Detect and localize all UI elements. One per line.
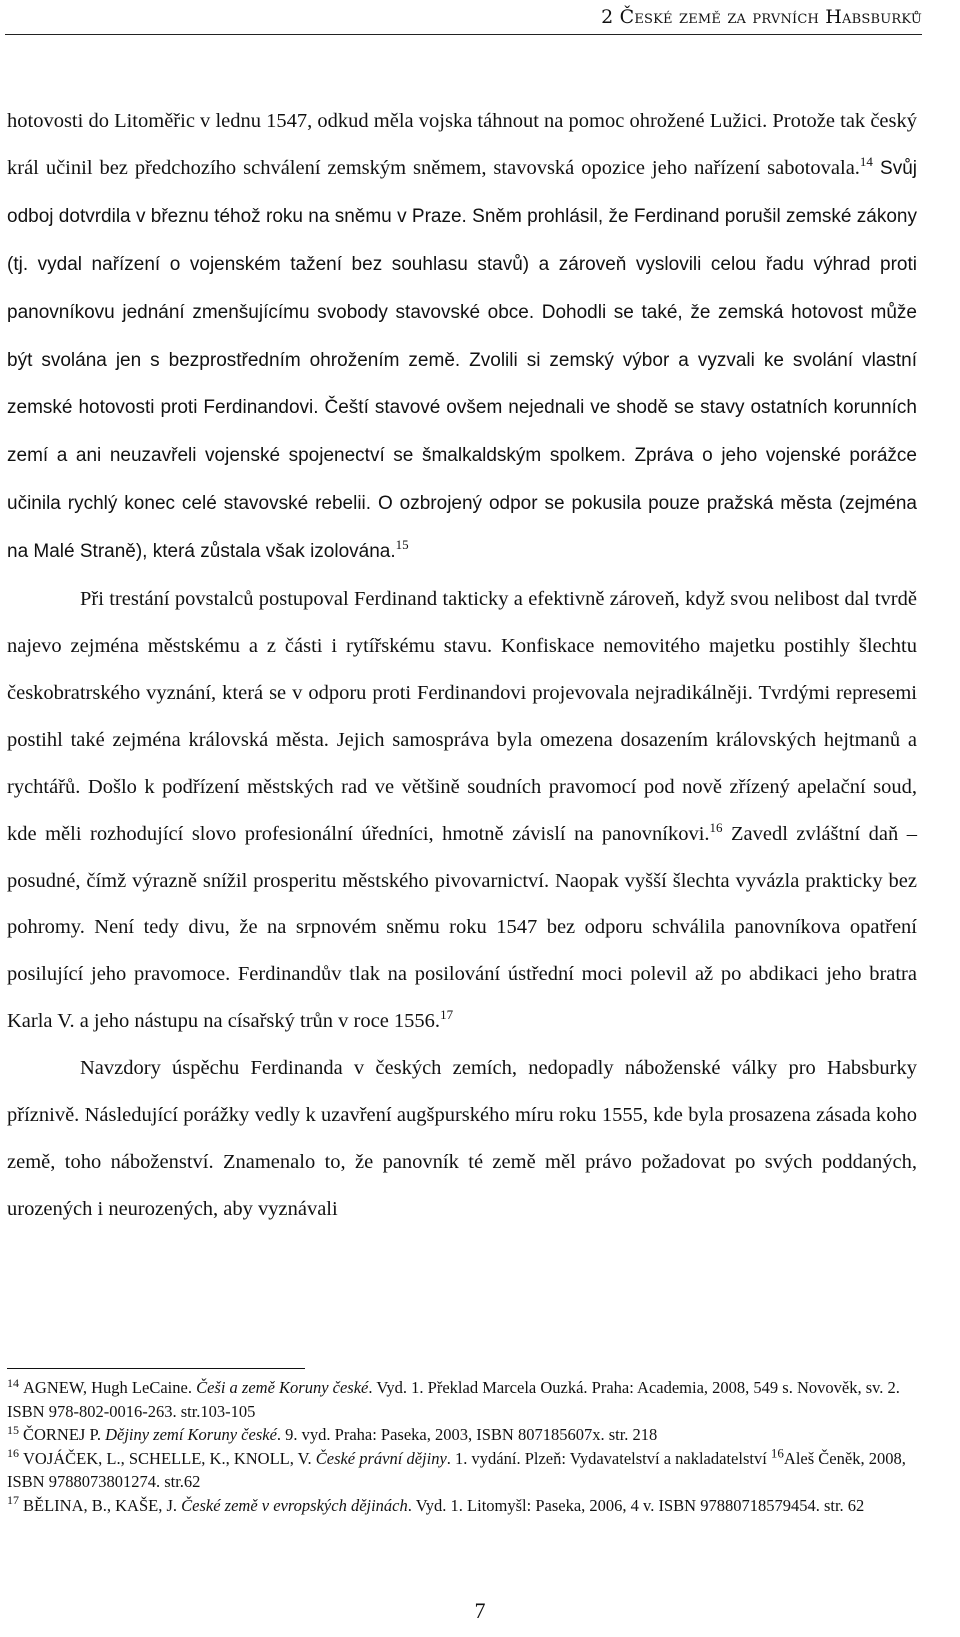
text-segment: ČORNEJ P. <box>23 1425 106 1444</box>
footnote-reference: 16 <box>709 819 723 835</box>
footnote <box>7 1494 907 1518</box>
footnote-number: 16 <box>7 1446 19 1460</box>
text-segment: . Vyd. 1. Litomyšl: Paseka, 2006, 4 v. ISBN 97880718579454. str. 62 <box>407 1495 865 1515</box>
footnote-reference: 15 <box>395 537 409 553</box>
footnote <box>7 1447 907 1494</box>
paragraph <box>7 98 917 576</box>
text-segment: Svůj odboj dotvrdila v březnu téhož roku na sněmu v Praze. <box>7 157 917 227</box>
text-segment: Při trestání povstalců postupoval Ferdinand takticky a efektivně zároveň, když svou nelibost dal tvrdě najevo zejména městskému a z části i rytířskému stavu. Konfiskace nemovitého majetku postihly šlechtu českobratrského vyznání, která se v odporu proti Ferdinandovi projevovala nejradikálněji. Tvrdými represemi postihl také zejména královská města. Jejich samospráva byla omezena dosazením královských hejtmanů a rychtářů. Došlo k podřízení městských rad ve většině soudních pravomocí pod nově zřízený apelační soud, kde měli rozhodující slovo profesionální úředníci, hmotně závislí na panovníkovi. <box>7 588 917 845</box>
footnote-separator <box>7 1368 305 1369</box>
footnote <box>7 1376 907 1423</box>
footnote-reference: 17 <box>440 1007 454 1023</box>
footnotes <box>7 1376 907 1517</box>
footnote-number: 15 <box>7 1422 19 1437</box>
italic-title: České právní dějiny <box>315 1448 447 1468</box>
text-segment: hotovosti do Litoměřic v lednu 1547, odkud měla vojska táhnout na pomoc ohrožené Lužici. Protože tak český král učinil bez předchozího schválení zemským sněmem, stavovská opozice jeho nařízení sabotovala. <box>7 110 917 179</box>
italic-title: Dějiny zemí Koruny české <box>105 1425 277 1444</box>
header-rule <box>5 34 922 35</box>
page-number: 7 <box>474 1598 486 1623</box>
footnote-reference: 14 <box>859 154 873 170</box>
text-segment: Navzdory úspěchu Ferdinanda v českých zemích, nedopadly náboženské války pro Habsburky příznivě. Následující porážky vedly k uzavření augšpurského míru roku 1555, kde byla prosazena zásada koho země, toho náboženství. Znamenalo to, že panovník té země měl právo požadovat po svých poddaných, urozených i neurozených, aby vyznávali <box>7 1057 917 1220</box>
footnote-number: 14 <box>7 1375 19 1390</box>
footnote <box>7 1423 907 1447</box>
text-segment: Zavedl zvláštní daň – posudné, čímž výrazně snížil prosperitu městského pivovarnictví. Naopak vyšší šlechta vyvázla prakticky bez pohromy. Není tedy divu, že na srpnovém sněmu roku 1547 bez odporu schválila panovníkova opatření posilující jeho pravomoce. Ferdinandův tlak na posilování ústřední moci polevil až po abdikaci jeho bratra Karla V. a jeho nástupu na císařský trůn v roce 1556. <box>7 822 917 1033</box>
text-segment: Aleš Čeněk, 2008, ISBN 9788073801274. str.62 <box>7 1448 906 1491</box>
text-segment: Sněm prohlásil, že Ferdinand porušil zemské zákony (tj. vydal nařízení o vojenském tažení bez souhlasu stavů) a zároveň vyslovili celou řadu výhrad proti panovníkovu jednání zmenšujícímu svobody stavovské obce. Dohodli se také, že zemská hotovost může být svolána jen s bezprostředním ohrožením země. Zvolili si zemský výbor a vyzvali ke svolání vlastní zemské hotovosti proti Ferdinandovi. Čeští stavové ovšem nejednali ve shodě se stavy ostatních korunních zemí a ani neuzavřeli vojenské spojenectví se šmalkaldským spolkem. Zpráva o jeho vojenské porážce učinila rychlý konec celé stavovské rebelii. O ozbrojený odpor se pokusila pouze pražská města (zejména na Malé Straně), která zůstala však izolována. <box>7 205 917 563</box>
text-segment: BĚLINA, B., KAŠE, J. <box>23 1495 182 1515</box>
text-segment: VOJÁČEK, L., SCHELLE, K., KNOLL, V. <box>23 1448 316 1468</box>
italic-title: Češi a země Koruny české <box>196 1378 369 1397</box>
body-text <box>7 98 917 1233</box>
text-segment: . 1. vydání. Plzeň: Vydavatelství a nakladatelství <box>446 1448 771 1468</box>
text-segment: . 9. vyd. Praha: Paseka, 2003, ISBN 807185607x. str. 218 <box>276 1425 658 1444</box>
paragraph <box>7 576 917 1045</box>
text-segment: . Vyd. 1. Překlad Marcela Ouzká. Praha: Academia, 2008, 549 s. Novověk, sv. 2. ISBN 978-802-0016-263. str.103-105 <box>7 1378 900 1421</box>
italic-title: České země v evropských dějinách <box>181 1495 408 1515</box>
running-header: 2 České země za prvních Habsburků <box>601 6 922 28</box>
text-segment: AGNEW, Hugh LeCaine. <box>23 1378 197 1397</box>
footnote-number: 17 <box>7 1493 19 1507</box>
paragraph <box>7 1045 917 1233</box>
footnote-reference: 16 <box>770 1445 784 1460</box>
